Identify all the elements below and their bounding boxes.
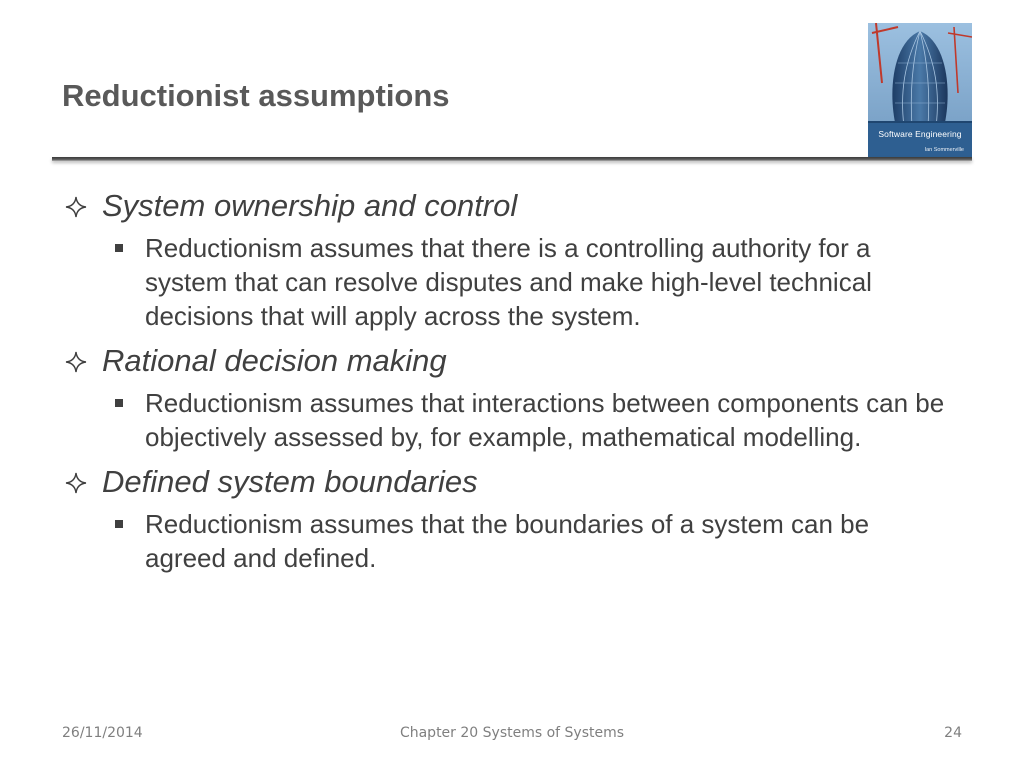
footer-chapter: Chapter 20 Systems of Systems [399,725,625,741]
bullet-point [62,341,962,454]
bullet-heading-text: Defined system boundaries [102,464,478,499]
square-bullet-icon [115,244,123,252]
book-cover-title: Software Engineering [878,129,962,139]
square-bullet-icon [115,399,123,407]
footer-page-number: 24 [944,725,962,741]
bullet-detail [145,507,955,575]
book-cover-author: Ian Sommerville [924,147,964,153]
bullet-detail [145,386,955,454]
bullet-heading-text: Rational decision making [102,343,447,378]
book-cover-image [868,23,972,160]
footer-date: 26/11/2014 [62,725,143,741]
bullet-heading [62,341,962,381]
square-bullet-icon [115,520,123,528]
bullet-heading [62,186,962,226]
bullet-point [62,186,962,333]
slide-title: Reductionist assumptions [62,78,450,113]
bullet-detail-text: Reductionism assumes that there is a controlling authority for a system that can resolve disputes and make high-level technical decisions that will apply across the system. [145,233,872,331]
bullet-point [62,462,962,575]
title-divider [52,157,972,161]
slide-content [62,186,962,583]
bullet-detail-text: Reductionism assumes that the boundaries of a system can be agreed and defined. [145,509,870,573]
four-point-star-outline-icon [62,341,94,381]
bullet-detail-text: Reductionism assumes that interactions between components can be objectively assessed by, for example, mathematical modelling. [145,388,945,452]
four-point-star-outline-icon [62,186,94,226]
bullet-detail [145,231,955,333]
four-point-star-outline-icon [62,462,94,502]
bullet-heading [62,462,962,502]
bullet-heading-text: System ownership and control [102,188,518,223]
